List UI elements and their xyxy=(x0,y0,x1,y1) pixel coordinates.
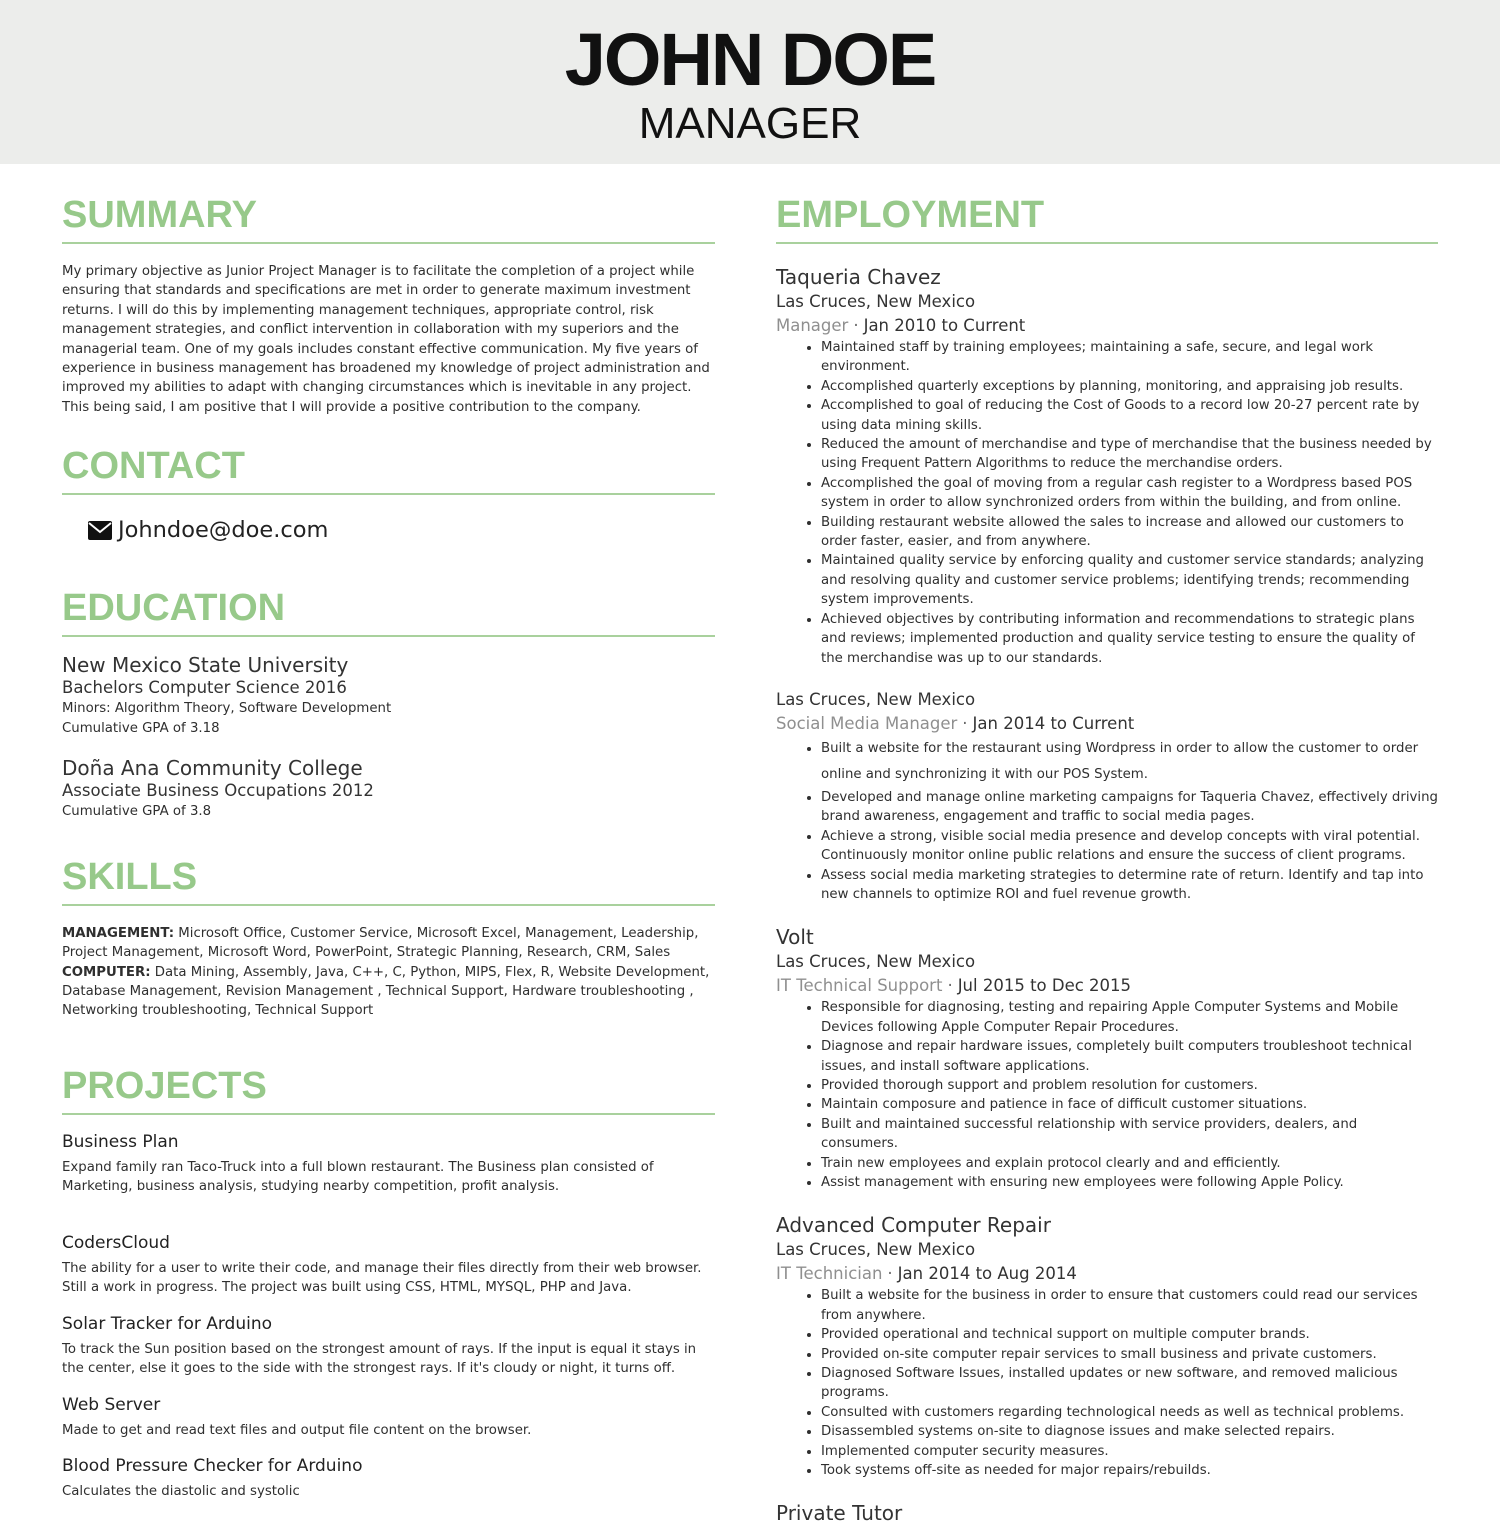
job-bullet: • Assist management with ensuring new employees were following Apple Policy. xyxy=(821,1173,1438,1192)
job-entry xyxy=(776,1212,1438,1480)
job-entry xyxy=(776,924,1438,1192)
job-bullet: • Provided operational and technical support on multiple computer brands. xyxy=(821,1325,1438,1344)
skill-list: Microsoft Office, Customer Service, Microsoft Excel, Management, Leadership, Project Management, Microsoft Word, PowerPoint, Strategic Planning, Research, CRM, Sales xyxy=(62,925,699,961)
employment-title: EMPLOYMENT xyxy=(776,194,1045,236)
job-location: Las Cruces, New Mexico xyxy=(776,292,976,311)
project-description: Expand family ran Taco-Truck into a full blown restaurant. The Business plan consisted of Marketing, business analysis, studying nearby competition, profit analysis. xyxy=(62,1159,654,1195)
job-bullet: • Train new employees and explain protocol clearly and and efficiently. xyxy=(821,1154,1438,1173)
education-item xyxy=(62,756,715,822)
school-name: Doña Ana Community College xyxy=(62,756,363,781)
job-dates: Jan 2014 to Aug 2014 xyxy=(897,1264,1077,1284)
right-column xyxy=(776,190,1438,1526)
job-company: Volt xyxy=(776,925,814,950)
projects-section xyxy=(62,1061,715,1502)
job-bullet: • Assess social media marketing strategies to determine rate of return. Identify and tap into new channels to optimize ROI and fuel revenue growth. xyxy=(821,866,1438,905)
separator-dot: · xyxy=(887,1264,893,1284)
management-skills xyxy=(62,924,715,963)
job-bullets xyxy=(776,338,1438,668)
skill-category: MANAGEMENT: xyxy=(62,925,175,941)
contact-title: CONTACT xyxy=(62,445,245,488)
section-divider xyxy=(62,904,715,906)
project-description: Calculates the diastolic and systolic xyxy=(62,1484,300,1500)
section-divider xyxy=(62,242,715,244)
job-company: Advanced Computer Repair xyxy=(776,1213,1051,1238)
section-divider xyxy=(62,635,715,637)
contact-email-row xyxy=(88,515,715,545)
job-location: Las Cruces, New Mexico xyxy=(776,689,976,709)
project-name: Solar Tracker for Arduino xyxy=(62,1313,273,1334)
separator-dot: · xyxy=(947,976,953,996)
project-item xyxy=(62,1131,715,1197)
job-bullet: • Built a website for the business in order to ensure that customers could read our services from anywhere. xyxy=(821,1286,1438,1325)
job-bullet: • Provided on-site computer repair services to small business and private customers. xyxy=(821,1345,1438,1364)
job-bullet: • Reduced the amount of merchandise and type of merchandise that the business needed by using Frequent Pattern Algorithms to reduce the merchandise orders. xyxy=(821,435,1438,474)
job-meta xyxy=(776,974,1438,998)
job-bullets xyxy=(776,998,1438,1192)
job-position: Manager xyxy=(776,316,849,335)
skill-list: Data Mining, Assembly, Java, C++, C, Python, MIPS, Flex, R, Website Development, Database Management, Revision Management , Technical Support, Hardware troubleshooting , Networking troubleshooting, Technical Support xyxy=(62,964,710,1019)
job-company: Taqueria Chavez xyxy=(776,265,941,289)
summary-title: SUMMARY xyxy=(62,194,257,236)
degree: Associate Business Occupations 2012 xyxy=(62,781,374,801)
separator-dot: · xyxy=(853,316,859,335)
computer-skills xyxy=(62,963,715,1021)
section-divider xyxy=(62,493,715,495)
resume-header xyxy=(0,0,1500,164)
project-name: Web Server xyxy=(62,1394,161,1415)
education-detail: Cumulative GPA of 3.8 xyxy=(62,804,212,820)
job-bullet: • Accomplished quarterly exceptions by planning, monitoring, and appraising job results. xyxy=(821,377,1438,396)
job-bullet: • Disassembled systems on-site to diagnose issues and make selected repairs. xyxy=(821,1422,1438,1441)
job-entry xyxy=(776,688,1438,904)
job-bullet: • Diagnosed Software Issues, installed updates or new software, and removed malicious programs. xyxy=(821,1364,1438,1403)
job-bullets xyxy=(776,1286,1438,1480)
contact-section xyxy=(62,441,715,545)
job-bullet: • Provided thorough support and problem resolution for customers. xyxy=(821,1076,1438,1095)
degree: Bachelors Computer Science 2016 xyxy=(62,678,347,698)
job-bullet: • Maintained staff by training employees; maintaining a safe, secure, and legal work environment. xyxy=(821,338,1438,377)
section-divider xyxy=(776,242,1438,244)
job-bullet: • Consulted with customers regarding technological needs as well as technical problems. xyxy=(821,1403,1438,1422)
project-name: Business Plan xyxy=(62,1131,179,1152)
job-bullet: • Built a website for the restaurant using Wordpress in order to allow the customer to order online and synchronizing it with our POS System. xyxy=(821,736,1438,788)
project-item xyxy=(62,1455,715,1502)
job-bullet: • Took systems off-site as needed for major repairs/rebuilds. xyxy=(821,1461,1438,1480)
job-dates: Jan 2010 to Current xyxy=(863,316,1026,335)
job-position: Social Media Manager xyxy=(776,713,958,733)
education-section xyxy=(62,583,715,822)
skills-section xyxy=(62,852,715,1021)
summary-section xyxy=(62,190,715,417)
job-bullets xyxy=(776,736,1438,904)
education-item xyxy=(62,653,715,738)
school-name: New Mexico State University xyxy=(62,653,349,678)
job-location: Las Cruces, New Mexico xyxy=(776,952,976,972)
job-bullet: • Implemented computer security measures. xyxy=(821,1442,1438,1461)
skills-title: SKILLS xyxy=(62,855,198,898)
separator-dot: · xyxy=(962,713,968,733)
project-description: The ability for a user to write their code, and manage their files directly from their web browser. Still a work in progress. The project was built using CSS, HTML, MYSQL, PHP and Java. xyxy=(62,1260,702,1296)
candidate-role: MANAGER xyxy=(638,99,862,148)
section-divider xyxy=(62,1113,715,1115)
job-bullet: • Building restaurant website allowed the sales to increase and allowed our customers to order faster, easier, and from anywhere. xyxy=(821,513,1438,552)
project-name: CodersCloud xyxy=(62,1232,170,1253)
skill-category: COMPUTER: xyxy=(62,964,151,980)
project-item xyxy=(62,1232,715,1298)
job-bullet: • Built and maintained successful relationship with service providers, dealers, and consumers. xyxy=(821,1115,1438,1154)
job-bullet: • Maintain composure and patience in face of difficult customer situations. xyxy=(821,1095,1438,1114)
job-dates: Jul 2015 to Dec 2015 xyxy=(957,976,1132,996)
job-entry xyxy=(776,264,1438,668)
job-meta xyxy=(776,314,1438,338)
job-bullet: • Responsible for diagnosing, testing and repairing Apple Computer Systems and Mobile Devices following Apple Computer Repair Procedures. xyxy=(821,998,1438,1037)
job-bullet: • Accomplished to goal of reducing the Cost of Goods to a record low 20-27 percent rate by using data mining skills. xyxy=(821,396,1438,435)
project-description: To track the Sun position based on the strongest amount of rays. If the input is equal it stays in the center, else it goes to the side with the strongest rays. If it's cloudy or night, it turns off. xyxy=(62,1341,697,1377)
candidate-name: JOHN DOE xyxy=(564,18,936,101)
education-title: EDUCATION xyxy=(62,587,286,630)
job-location: Las Cruces, New Mexico xyxy=(776,1240,976,1260)
project-description: Made to get and read text files and output file content on the browser. xyxy=(62,1422,532,1438)
summary-text: My primary objective as Junior Project Manager is to facilitate the completion of a project while ensuring that standards and specifications are met in order to generate maximum investment returns. I will do this by implementing management techniques, appropriate control, risk management strategies, and conflict intervention in collaboration with my superiors and the managerial team. One of my goals includes constant effective communication. My five years of experience in business management has broadened my knowledge of project administration and improved my abilities to adapt with changing circumstances which is inevitable in any project. This being said, I am positive that I will provide a positive contribution to the company. xyxy=(62,264,710,415)
job-entry xyxy=(776,1500,1438,1526)
job-bullet: • Achieved objectives by contributing information and recommendations to strategic plans and reviews; implemented production and quality service testing to ensure the quality of the merchandise was up to our standards. xyxy=(821,610,1438,668)
education-detail: Minors: Algorithm Theory, Software Development xyxy=(62,701,392,717)
project-item xyxy=(62,1313,715,1379)
job-bullet: • Achieve a strong, visible social media presence and develop concepts with viral potential. Continuously monitor online public relations and ensure the success of client programs. xyxy=(821,827,1438,866)
job-position: IT Technical Support xyxy=(776,976,943,996)
project-name: Blood Pressure Checker for Arduino xyxy=(62,1456,363,1477)
projects-title: PROJECTS xyxy=(62,1064,267,1107)
contact-email[interactable]: Johndoe@doe.com xyxy=(118,517,329,544)
left-column xyxy=(62,190,715,1502)
job-dates: Jan 2014 to Current xyxy=(972,713,1135,733)
job-company: Private Tutor xyxy=(776,1501,903,1526)
job-meta xyxy=(776,712,1438,736)
job-bullet: • Accomplished the goal of moving from a regular cash register to a Wordpress based POS system in order to allow synchronized orders from within the building, and from online. xyxy=(821,474,1438,513)
envelope-icon xyxy=(88,521,112,540)
job-bullet: • Maintained quality service by enforcing quality and customer service standards; analyzing and resolving quality and customer service problems; identifying trends; recommending system improvements. xyxy=(821,551,1438,609)
project-item xyxy=(62,1394,715,1441)
job-bullet: • Diagnose and repair hardware issues, completely built computers troubleshoot technical issues, and install software applications. xyxy=(821,1037,1438,1076)
job-meta xyxy=(776,1262,1438,1286)
job-bullet: • Developed and manage online marketing campaigns for Taqueria Chavez, effectively driving brand awareness, engagement and traffic to social media pages. xyxy=(821,788,1438,827)
job-position: IT Technician xyxy=(776,1264,883,1284)
education-detail: Cumulative GPA of 3.18 xyxy=(62,720,220,736)
